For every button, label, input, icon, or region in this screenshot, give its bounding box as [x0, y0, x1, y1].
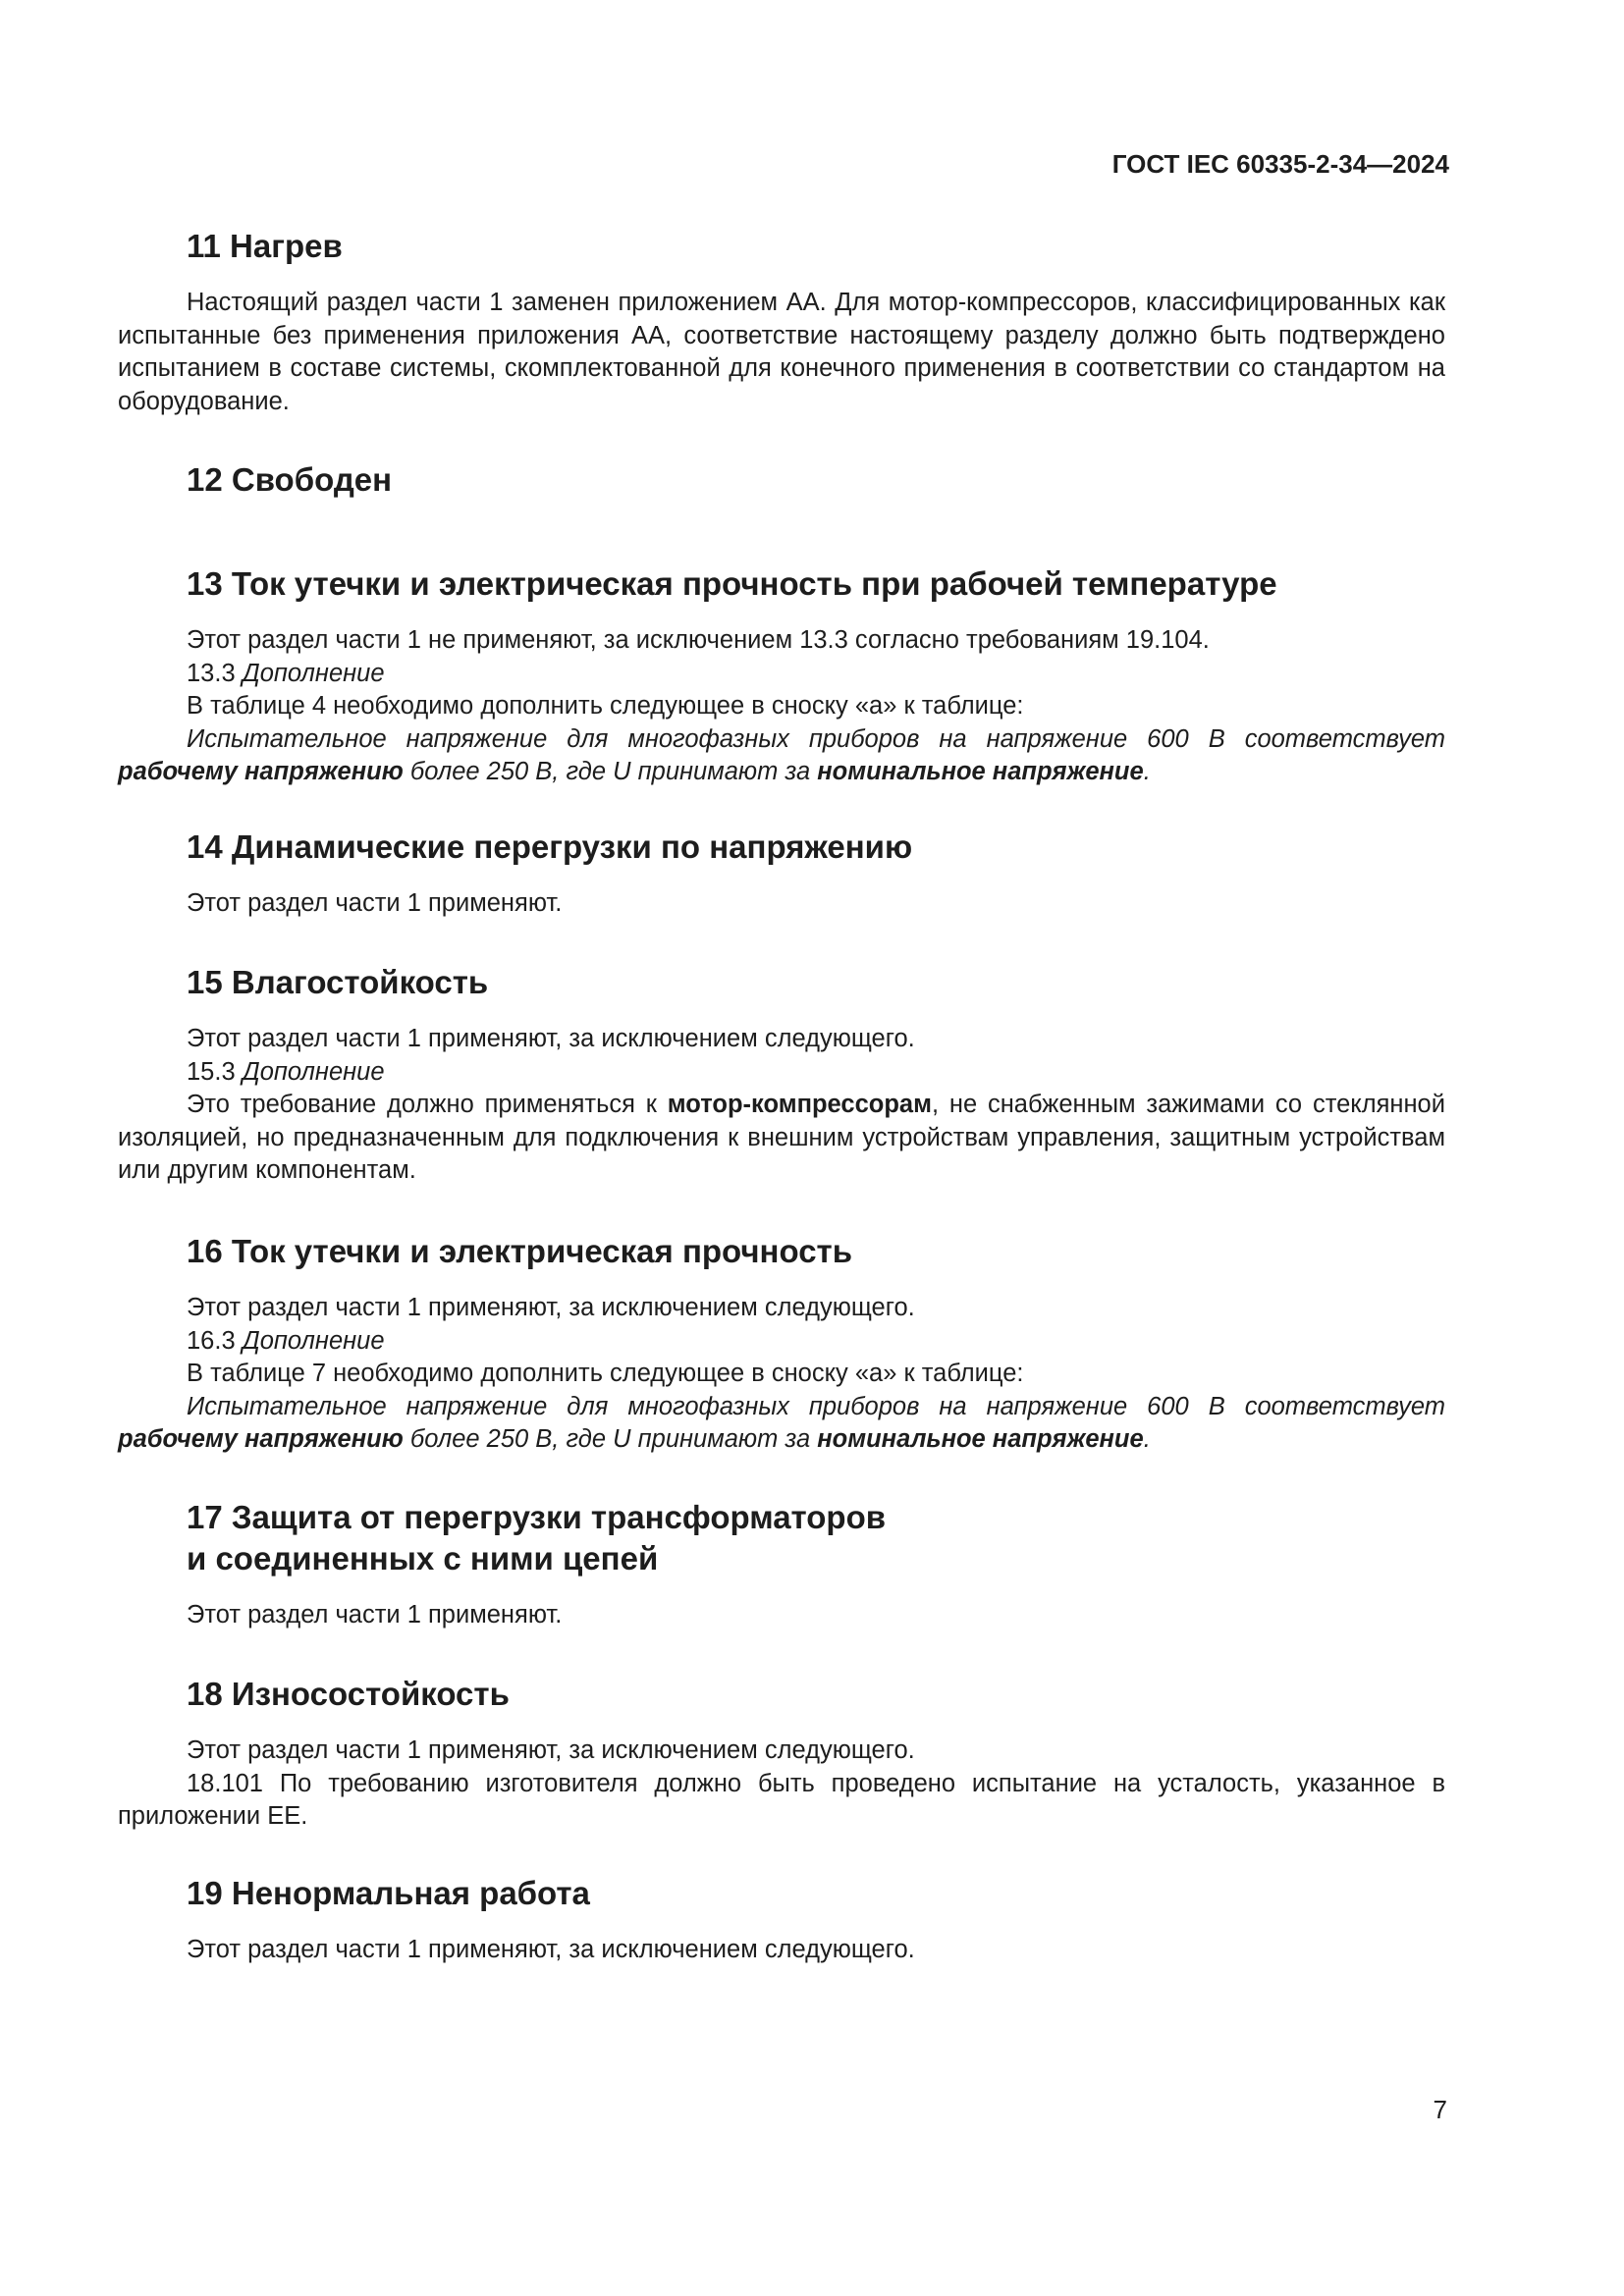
section-18	[118, 1674, 1445, 1834]
subclause-15-3-label: Дополнение	[242, 1057, 385, 1086]
section-11-title: 11 Нагрев	[187, 228, 343, 264]
document-code: ГОСТ IEC 60335-2-34—2024	[1111, 149, 1449, 179]
section-13-table-note: В таблице 4 необходимо дополнить следующее в сноску «a» к таблице:	[187, 692, 1024, 720]
section-12-title: 12 Свободен	[187, 461, 393, 498]
section-13-term-rated-voltage: номинальное напряжение	[817, 758, 1144, 785]
section-17-title	[187, 1497, 1445, 1579]
section-19-text: Этот раздел части 1 применяют, за исключением следующего.	[187, 1936, 915, 1963]
section-15	[118, 962, 1445, 1188]
section-15-term-motor-compressors: мотор-компрессорам	[667, 1091, 932, 1118]
section-13-footnote	[118, 723, 1445, 789]
section-14	[118, 827, 1445, 921]
section-16-term-rated-voltage: номинальное напряжение	[817, 1425, 1144, 1453]
section-13-term-working-voltage: рабочему напряжению	[118, 758, 404, 785]
section-14-title: 14 Динамические перегрузки по напряжению	[187, 828, 913, 865]
page-number: 7	[1433, 2095, 1447, 2124]
section-13-title: 13 Ток утечки и электрическая прочность при рабочей температуре	[187, 565, 1277, 602]
section-17-title-line1: 17 Защита от перегрузки трансформаторов	[187, 1499, 887, 1535]
section-15-requirement-part1: Это требование должно применяться к	[187, 1091, 657, 1118]
section-16	[118, 1231, 1445, 1457]
section-14-text: Этот раздел части 1 применяют.	[187, 889, 563, 917]
subclause-15-3-number: 15.3	[187, 1057, 236, 1086]
section-16-term-working-voltage: рабочему напряжению	[118, 1425, 404, 1453]
section-15-title: 15 Влагостойкость	[187, 964, 489, 1000]
section-19	[118, 1873, 1445, 1967]
section-16-footnote-part1: Испытательное напряжение для многофазных приборов на напряжение 600 В соответствует	[187, 1392, 1445, 1420]
subclause-13-3-number: 13.3	[187, 659, 236, 687]
subclause-13-3	[118, 658, 1445, 691]
section-17-title-line2: и соединенных с ними цепей	[187, 1540, 659, 1576]
section-11-text: Настоящий раздел части 1 заменен приложением АА. Для мотор-компрессоров, классифицированных как испытанные без применения приложения АА, соответствие настоящему разделу должно быть подтверждено испытанием в составе системы, скомплектованной для конечного применения в соответствии со стандартом на оборудование.	[118, 289, 1445, 415]
section-18-scope: Этот раздел части 1 применяют, за исключением следующего.	[187, 1736, 915, 1764]
section-13-footnote-part1: Испытательное напряжение для многофазных приборов на напряжение 600 В соответствует	[187, 724, 1445, 753]
section-16-scope: Этот раздел части 1 применяют, за исключением следующего.	[187, 1294, 915, 1321]
section-15-requirement-part2: , не снабженным зажимами со стеклянной изоляцией, но предназначенным для подключения к внешним устройствам управления, защитным устройствам или другим компонентам.	[118, 1091, 1445, 1184]
section-19-title: 19 Ненормальная работа	[187, 1875, 590, 1911]
section-17-text: Этот раздел части 1 применяют.	[187, 1601, 563, 1629]
subclause-16-3-number: 16.3	[187, 1326, 236, 1355]
section-16-footnote-part2: более 250 В, где U принимают за	[409, 1425, 811, 1453]
section-16-table-note: В таблице 7 необходимо дополнить следующее в сноску «a» к таблице:	[187, 1360, 1024, 1387]
section-18-title: 18 Износостойкость	[187, 1676, 510, 1712]
section-11	[118, 226, 1445, 418]
section-17	[118, 1497, 1445, 1632]
section-16-footnote	[118, 1391, 1445, 1457]
section-13-footnote-part2: более 250 В, где U принимают за	[409, 758, 811, 785]
section-16-title: 16 Ток утечки и электрическая прочность	[187, 1233, 852, 1269]
section-15-scope: Этот раздел части 1 применяют, за исключением следующего.	[187, 1025, 915, 1052]
section-13-scope: Этот раздел части 1 не применяют, за исключением 13.3 согласно требованиям 19.104.	[187, 626, 1210, 654]
subclause-13-3-label: Дополнение	[242, 659, 385, 687]
section-13-footnote-end: .	[1143, 758, 1151, 785]
section-15-requirement	[118, 1089, 1445, 1188]
subclause-16-3	[118, 1325, 1445, 1359]
subclause-18-101: 18.101 По требованию изготовителя должно быть проведено испытание на усталость, указанное в приложении ЕЕ.	[118, 1769, 1445, 1830]
subclause-15-3	[118, 1056, 1445, 1090]
section-13	[118, 563, 1445, 789]
section-12	[118, 459, 1445, 501]
section-16-footnote-end: .	[1143, 1425, 1151, 1453]
subclause-16-3-label: Дополнение	[242, 1326, 385, 1355]
